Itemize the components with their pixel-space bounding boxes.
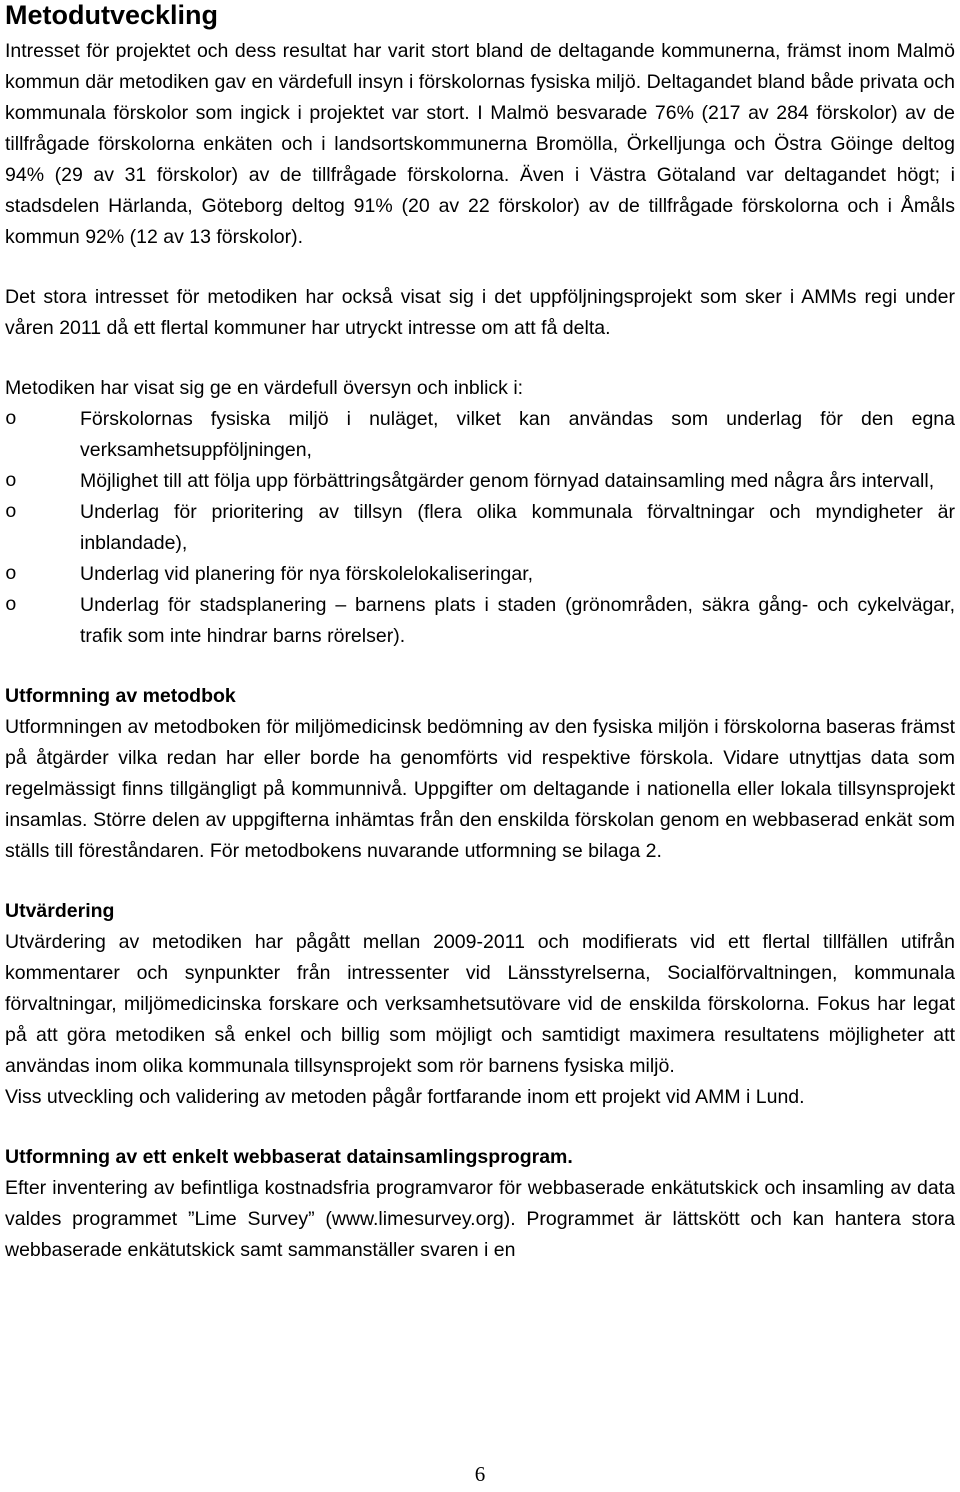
list-item-text: Underlag för prioritering av tillsyn (flera olika kommunala förvaltningar och myndigheter är inblandade), (80, 501, 955, 554)
interest-paragraph: Det stora intresset för metodiken har också visat sig i det uppföljningsprojekt som sker i AMMs regi under våren 2011 då ett flertal kommuner har utryckt intresse om att få delta. (5, 286, 955, 339)
list-item (5, 404, 955, 466)
list-item (5, 497, 955, 559)
heading-metodbok: Utformning av metodbok (5, 685, 236, 707)
document-page (5, 0, 955, 1266)
list-item-text: Underlag för stadsplanering – barnens plats i staden (grönområden, säkra gång- och cykelvägar, trafik som inte hindrar barns rörelser). (80, 594, 955, 647)
bullet-o: o (5, 594, 17, 616)
list-item-text: Förskolornas fysiska miljö i nuläget, vilket kan användas som underlag för den egna verksamhetsuppföljningen, (80, 408, 955, 461)
intro-part-1: Intresset för projektet och dess resultat har varit stort bland de deltagande kommunerna, främst inom Malmö kommun där metodiken gav en värdefull insyn i förskolornas fysiska miljö. Deltagandet bland både privata och kommunala förskolor som ingick i projektet var stort. (5, 40, 955, 124)
intro-paragraph (5, 36, 955, 253)
list-item (5, 559, 955, 590)
bullet-o: o (5, 501, 17, 523)
list-item (5, 466, 955, 497)
overview-list (5, 404, 955, 652)
utvardering-paragraph-2: Viss utveckling och validering av metoden pågår fortfarande inom ett projekt vid AMM i Lund. (5, 1086, 805, 1108)
utvardering-paragraph-1: Utvärdering av metodiken har pågått mellan 2009-2011 och modifierats vid ett flertal tillfällen utifrån kommentarer och synpunkter från intressenter vid Länsstyrelserna, Socialförvaltningen, kommunala förvaltningar, miljömedicinska forskare och verksamhetsutövare vid de enskilda förskolorna. Fokus har legat på att göra metodiken så enkel och billig som möjligt och samtidigt maximera resultatens möjligheter att användas inom olika kommunala tillsynsprojekt som rör barnens fysiska miljö. (5, 931, 955, 1077)
intro-part-2: I Malmö besvarade 76% (217 av 284 förskolor) av de tillfrågade förskolorna enkäten och i landsortskommunerna Bromölla, Örkelljunga och Östra Göinge deltog 94% (29 av 31 förskolor) av de tillfrågade förskolorna. Även i Västra Götaland var deltagandet högt; i stadsdelen Härlanda, Göteborg deltog 91% (20 av 22 förskolor) av de tillfrågade förskolorna och i Åmåls kommun 92% (12 av 13 förskolor). (5, 102, 955, 248)
list-item (5, 590, 955, 652)
webbaserat-paragraph: Efter inventering av befintliga kostnadsfria programvaror för webbaserade enkätutskick och insamling av data valdes programmet ”Lime Survey” (www.limesurvey.org). Programmet är lättskött och kan hantera stora webbaserade enkätutskick samt sammanställer svaren i en (5, 1177, 955, 1261)
bullet-o: o (5, 563, 17, 585)
bullet-o: o (5, 408, 17, 430)
heading-webbaserat: Utformning av ett enkelt webbaserat datainsamlingsprogram. (5, 1146, 573, 1168)
overview-lead: Metodiken har visat sig ge en värdefull översyn och inblick i: (5, 377, 524, 399)
metodbok-paragraph: Utformningen av metodboken för miljömedicinsk bedömning av den fysiska miljön i förskolorna baseras främst på åtgärder vilka redan har eller borde ha genomförts vid respektive förskola. Vidare utnyttjas data som regelmässigt finns tillgängligt på kommunnivå. Uppgifter om deltagande i nationella eller lokala tillsynsprojekt insamlas. Större delen av uppgifterna inhämtas från den enskilda förskolan genom en webbaserad enkät som ställs till föreståndaren. För metodbokens nuvarande utformning se bilaga 2. (5, 716, 955, 862)
heading-utvardering: Utvärdering (5, 900, 115, 922)
bullet-o: o (5, 470, 17, 492)
list-item-text: Underlag vid planering för nya förskolelokaliseringar, (80, 563, 534, 585)
page-number: 6 (474, 1462, 486, 1486)
list-item-text: Möjlighet till att följa upp förbättringsåtgärder genom förnyad datainsamling med några års intervall, (80, 470, 935, 492)
page-title: Metodutveckling (5, 0, 219, 30)
